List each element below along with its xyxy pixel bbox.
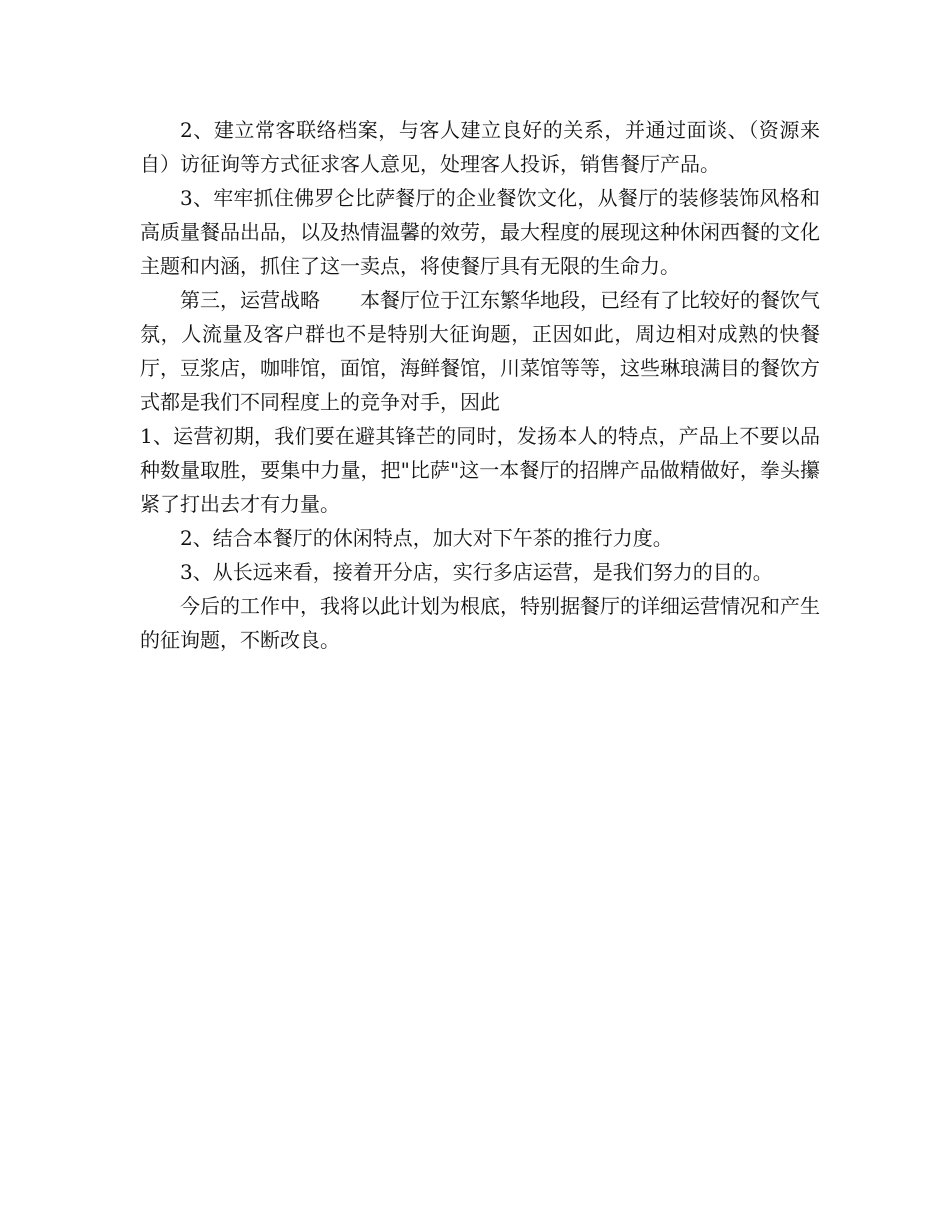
document-body xyxy=(140,113,820,657)
paragraph-initial-operation: 1、运营初期，我们要在避其锋芒的同时，发扬本人的特点，产品上不要以品种数量取胜，要集中力量，把"比萨"这一本餐厅的招牌产品做精做好，拳头攥紧了打出去才有力量。 xyxy=(140,424,820,516)
paragraph-operation-strategy: 第三，运营战略 本餐厅位于江东繁华地段，已经有了比较好的餐饮气氛，人流量及客户群也不是特别大征询题，正因如此，周边相对成熟的快餐厅，豆浆店，咖啡馆，面馆，海鲜餐馆，川菜馆等等，这些琳琅满目的餐饮方式都是我们不同程度上的竞争对手，因此 xyxy=(140,288,820,414)
paragraph-conclusion: 今后的工作中，我将以此计划为根底，特别据餐厅的详细运营情况和产生的征询题，不断改良。 xyxy=(140,594,820,652)
paragraph-customer-archive: 2、建立常客联络档案，与客人建立良好的关系，并通过面谈、（资源来自）访征询等方式征求客人意见，处理客人投诉，销售餐厅产品。 xyxy=(140,118,820,176)
paragraph-afternoon-tea: 2、结合本餐厅的休闲特点，加大对下午茶的推行力度。 xyxy=(180,526,673,550)
paragraph-branch-stores: 3、从长远来看，接着开分店，实行多店运营，是我们努力的目的。 xyxy=(180,560,773,584)
paragraph-dining-culture: 3、牢牢抓住佛罗仑比萨餐厅的企业餐饮文化，从餐厅的装修装饰风格和高质量餐品出品，以及热情温馨的效劳，最大程度的展现这种休闲西餐的文化主题和内涵，抓住了这一卖点，将使餐厅具有无限的生命力。 xyxy=(140,186,820,278)
